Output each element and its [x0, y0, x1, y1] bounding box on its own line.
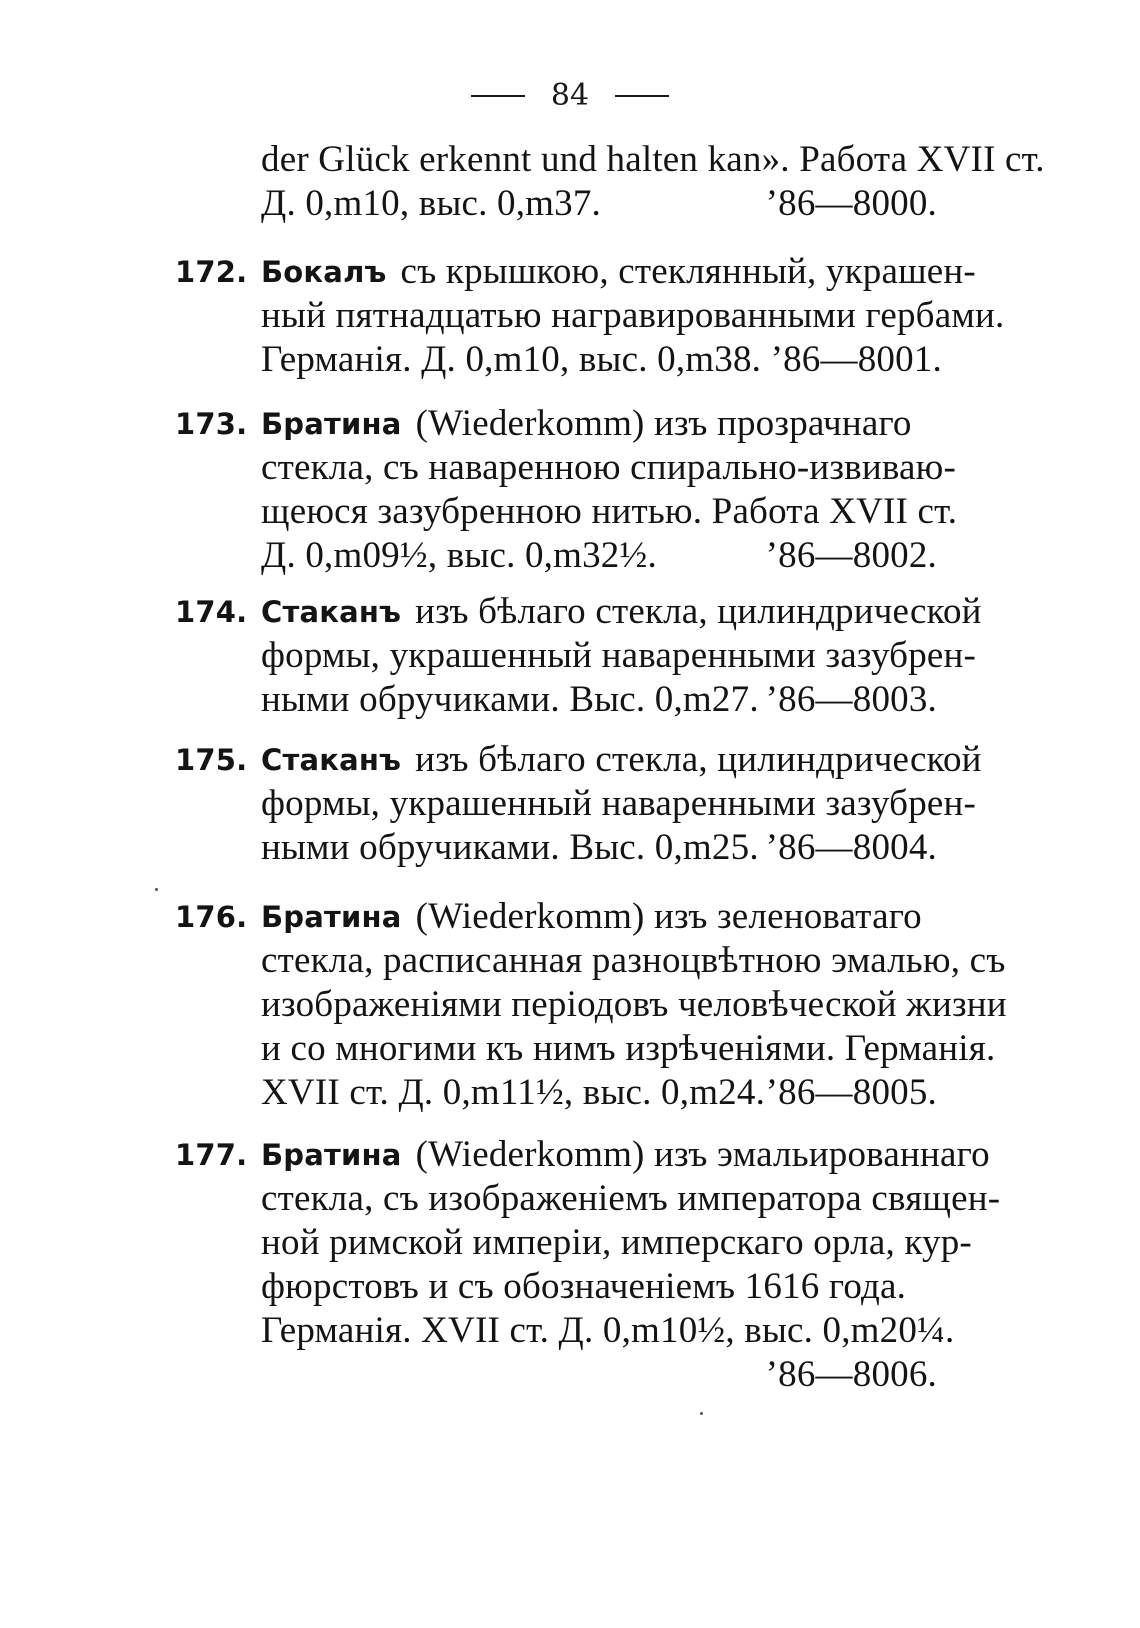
entry-lead: Братина	[261, 1138, 402, 1172]
accession-number: ’86—8000.	[765, 183, 937, 224]
entry-number: 176.	[175, 900, 248, 934]
entry-line: ный пятнадцатью награвированными гербами.	[261, 295, 1005, 336]
entry-line: и со многими къ нимъ изрѣченіями. Германія.	[261, 1028, 996, 1069]
entry-lead: Братина	[261, 407, 402, 441]
entry-lead: Стаканъ	[261, 595, 402, 629]
entry-line: стекла, расписанная разноцвѣтною эмалью, съ	[261, 940, 1006, 981]
accession-number: ’86—8003.	[765, 679, 937, 720]
entry-number: 174.	[175, 595, 248, 629]
entry-line: съ крышкою, стеклянный, украшен-	[400, 251, 976, 292]
entry-continuation	[175, 138, 1045, 226]
entry-line: (Wiederkomm) изъ зеленоватаго	[415, 896, 922, 937]
accession-number: ’86—8005.	[765, 1072, 937, 1113]
entry-line: Германія. Д. 0,m10, выс. 0,m38. ’86—8001.	[261, 339, 942, 380]
entry-line: der Glück erkennt und halten kan». Работа XVII ст.	[261, 139, 1045, 180]
entry-line: формы, украшенный наваренными зазубрен-	[261, 783, 977, 824]
entry-line: Д. 0,m10, выс. 0,m37.	[261, 183, 602, 224]
entry-lead: Стаканъ	[261, 743, 402, 777]
entry-line: фюрстовъ и съ обозначеніемъ 1616 года.	[261, 1266, 907, 1307]
entry-lead: Бокалъ	[261, 255, 387, 289]
catalog-entry-172	[175, 250, 1005, 382]
entry-line: стекла, съ изображеніемъ императора священ-	[261, 1178, 1001, 1219]
catalog-entry-175	[175, 738, 985, 870]
page-number	[0, 78, 1140, 113]
entry-line: изъ бѣлаго стекла, цилиндрической	[415, 739, 982, 780]
entry-number: 175.	[175, 743, 248, 777]
entry-line: ной римской имперіи, имперскаго орла, кур-	[261, 1222, 972, 1263]
entry-number: 173.	[175, 407, 248, 441]
divider	[615, 95, 669, 97]
entry-line: (Wiederkomm) изъ эмальированнаго	[415, 1134, 990, 1175]
catalog-entry-177	[175, 1133, 1001, 1397]
accession-number: ’86—8002.	[765, 535, 937, 576]
entry-line: изъ бѣлаго стекла, цилиндрической	[415, 591, 982, 632]
accession-number: ’86—8006.	[765, 1354, 937, 1395]
catalog-entry-176	[175, 895, 1007, 1115]
entry-line: (Wiederkomm) изъ прозрачнаго	[415, 403, 912, 444]
entry-number: 172.	[175, 255, 248, 289]
entry-line: XVII ст. Д. 0,m11½, выс. 0,m24.	[261, 1072, 766, 1113]
accession-number: ’86—8004.	[765, 827, 937, 868]
entry-line: Д. 0,m09½, выс. 0,m32½.	[261, 535, 657, 576]
entry-line: ными обручиками. Выс. 0,m27.	[261, 679, 759, 720]
entry-line: формы, украшенный наваренными зазубрен-	[261, 635, 977, 676]
entry-line: щеюся зазубренною нитью. Работа XVII ст.	[261, 491, 958, 532]
entry-line: стекла, съ наваренною спирально-извиваю-	[261, 447, 957, 488]
entry-number: 177.	[175, 1138, 248, 1172]
entry-line: Германія. XVII ст. Д. 0,m10½, выс. 0,m20¼.	[261, 1310, 955, 1351]
catalog-entry-173	[175, 402, 985, 578]
entry-line: ными обручиками. Выс. 0,m25.	[261, 827, 759, 868]
print-speck	[155, 888, 158, 891]
catalog-entry-174	[175, 590, 985, 722]
print-speck	[700, 1412, 703, 1415]
divider	[471, 95, 525, 97]
entry-lead: Братина	[261, 900, 402, 934]
page-number-text: 84	[550, 78, 590, 113]
entry-line: изображеніями періодовъ человѣческой жизни	[261, 984, 1007, 1025]
